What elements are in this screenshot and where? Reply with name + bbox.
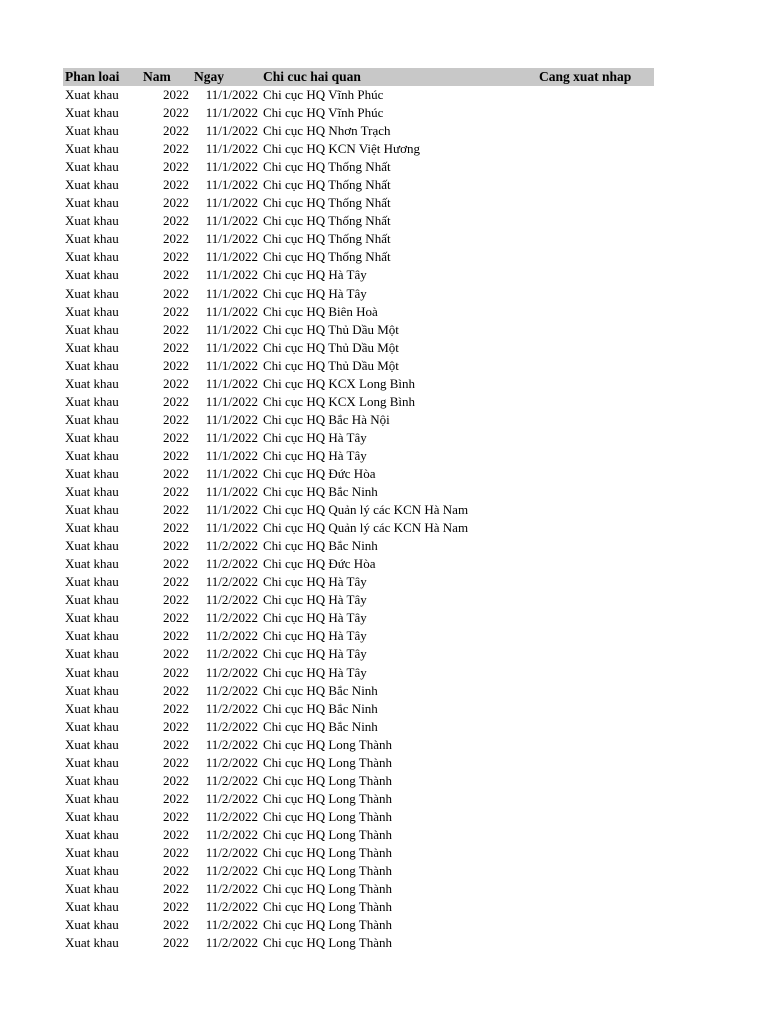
cell-nam[interactable]: 2022 xyxy=(163,213,189,229)
cell-ngay[interactable]: 11/2/2022 xyxy=(205,592,258,608)
cell-ngay[interactable]: 11/2/2022 xyxy=(205,863,258,879)
cell-phan-loai[interactable]: Xuat khau xyxy=(65,321,119,337)
cell-ngay[interactable]: 11/2/2022 xyxy=(205,772,258,788)
cell-chi-cuc-hai-quan[interactable]: Chi cục HQ Long Thành xyxy=(263,881,393,897)
cell-ngay[interactable]: 11/2/2022 xyxy=(205,881,258,897)
cell-nam[interactable]: 2022 xyxy=(163,159,189,175)
cell-phan-loai[interactable]: Xuat khau xyxy=(65,502,119,518)
cell-phan-loai[interactable]: Xuat khau xyxy=(65,411,119,427)
table-row xyxy=(63,248,654,266)
cell-ngay[interactable]: 11/2/2022 xyxy=(205,664,258,680)
table-row xyxy=(63,916,654,934)
cell-nam[interactable]: 2022 xyxy=(163,772,189,788)
cell-chi-cuc-hai-quan[interactable]: Chi cục HQ KCX Long Bình xyxy=(263,393,416,409)
cell-phan-loai[interactable]: Xuat khau xyxy=(65,628,119,644)
cell-chi-cuc-hai-quan[interactable]: Chi cục HQ Hà Tây xyxy=(263,646,367,662)
table-row xyxy=(63,772,654,790)
cell-phan-loai[interactable]: Xuat khau xyxy=(65,664,119,680)
table-row xyxy=(63,158,654,176)
table-body xyxy=(63,86,654,952)
table-row xyxy=(63,645,654,663)
cell-nam[interactable]: 2022 xyxy=(163,574,189,590)
cell-nam[interactable]: 2022 xyxy=(163,393,189,409)
cell-phan-loai[interactable]: Xuat khau xyxy=(65,556,119,572)
table-row xyxy=(63,519,654,537)
table-row xyxy=(63,212,654,230)
table-row xyxy=(63,862,654,880)
cell-ngay[interactable]: 11/2/2022 xyxy=(205,646,258,662)
header-cang-xuat-nhap[interactable]: Cang xuat nhap xyxy=(539,69,632,84)
cell-chi-cuc-hai-quan[interactable]: Chi cục HQ Thủ Dầu Một xyxy=(263,357,399,373)
table-row xyxy=(63,573,654,591)
table-row xyxy=(63,285,654,303)
cell-nam[interactable]: 2022 xyxy=(163,682,189,698)
table-row xyxy=(63,122,654,140)
table-row xyxy=(63,357,654,375)
cell-chi-cuc-hai-quan[interactable]: Chi cục HQ Long Thành xyxy=(263,826,393,842)
table-row xyxy=(63,537,654,555)
cell-nam[interactable]: 2022 xyxy=(163,249,189,265)
cell-ngay[interactable]: 11/2/2022 xyxy=(205,736,258,752)
cell-nam[interactable]: 2022 xyxy=(163,592,189,608)
cell-ngay[interactable]: 11/2/2022 xyxy=(205,556,258,572)
cell-phan-loai[interactable]: Xuat khau xyxy=(65,484,119,500)
cell-chi-cuc-hai-quan[interactable]: Chi cục HQ Hà Tây xyxy=(263,592,367,608)
cell-chi-cuc-hai-quan[interactable]: Chi cục HQ Hà Tây xyxy=(263,628,367,644)
cell-chi-cuc-hai-quan[interactable]: Chi cục HQ Hà Tây xyxy=(263,429,367,445)
cell-chi-cuc-hai-quan[interactable]: Chi cục HQ Hà Tây xyxy=(263,574,367,590)
table-row xyxy=(63,339,654,357)
cell-ngay[interactable]: 11/2/2022 xyxy=(205,844,258,860)
cell-nam[interactable]: 2022 xyxy=(163,610,189,626)
cell-ngay[interactable]: 11/1/2022 xyxy=(205,393,258,409)
cell-nam[interactable]: 2022 xyxy=(163,267,189,283)
cell-ngay[interactable]: 11/1/2022 xyxy=(205,87,258,102)
cell-chi-cuc-hai-quan[interactable]: Chi cục HQ Thủ Dầu Một xyxy=(263,321,399,337)
cell-ngay[interactable]: 11/1/2022 xyxy=(205,105,258,121)
cell-nam[interactable]: 2022 xyxy=(163,826,189,842)
cell-nam[interactable]: 2022 xyxy=(163,646,189,662)
cell-phan-loai[interactable]: Xuat khau xyxy=(65,592,119,608)
cell-chi-cuc-hai-quan[interactable]: Chi cục HQ KCN Việt Hương xyxy=(263,141,420,157)
cell-ngay[interactable]: 11/1/2022 xyxy=(205,159,258,175)
table-row xyxy=(63,194,654,212)
cell-ngay[interactable]: 11/1/2022 xyxy=(205,231,258,247)
cell-ngay[interactable]: 11/2/2022 xyxy=(205,935,258,951)
cell-ngay[interactable]: 11/2/2022 xyxy=(205,790,258,806)
cell-chi-cuc-hai-quan[interactable]: Chi cục HQ Thống Nhất xyxy=(263,249,391,265)
cell-nam[interactable]: 2022 xyxy=(163,375,189,391)
cell-nam[interactable]: 2022 xyxy=(163,141,189,157)
cell-ngay[interactable]: 11/1/2022 xyxy=(205,520,258,536)
cell-ngay[interactable]: 11/1/2022 xyxy=(205,484,258,500)
cell-ngay[interactable]: 11/2/2022 xyxy=(205,826,258,842)
cell-chi-cuc-hai-quan[interactable]: Chi cục HQ Hà Tây xyxy=(263,664,367,680)
table-row xyxy=(63,609,654,627)
table-row xyxy=(63,176,654,194)
cell-phan-loai[interactable]: Xuat khau xyxy=(65,339,119,355)
cell-nam[interactable]: 2022 xyxy=(163,321,189,337)
cell-ngay[interactable]: 11/1/2022 xyxy=(205,357,258,373)
cell-chi-cuc-hai-quan[interactable]: Chi cục HQ Bắc Ninh xyxy=(263,718,378,734)
cell-ngay[interactable]: 11/2/2022 xyxy=(205,700,258,716)
cell-phan-loai[interactable]: Xuat khau xyxy=(65,736,119,752)
cell-nam[interactable]: 2022 xyxy=(163,502,189,518)
cell-ngay[interactable]: 11/2/2022 xyxy=(205,718,258,734)
cell-chi-cuc-hai-quan[interactable]: Chi cục HQ Quản lý các KCN Hà Nam xyxy=(263,520,469,536)
cell-phan-loai[interactable]: Xuat khau xyxy=(65,123,119,139)
cell-phan-loai[interactable]: Xuat khau xyxy=(65,393,119,409)
cell-nam[interactable]: 2022 xyxy=(163,790,189,806)
header-nam[interactable]: Nam xyxy=(143,69,171,84)
table-row xyxy=(63,321,654,339)
cell-nam[interactable]: 2022 xyxy=(163,808,189,824)
cell-nam[interactable]: 2022 xyxy=(163,556,189,572)
cell-nam[interactable]: 2022 xyxy=(163,664,189,680)
cell-ngay[interactable]: 11/1/2022 xyxy=(205,213,258,229)
cell-phan-loai[interactable]: Xuat khau xyxy=(65,610,119,626)
cell-phan-loai[interactable]: Xuat khau xyxy=(65,357,119,373)
cell-chi-cuc-hai-quan[interactable]: Chi cục HQ Đức Hòa xyxy=(263,556,376,572)
header-ngay[interactable]: Ngay xyxy=(194,69,224,84)
table-row xyxy=(63,465,654,483)
table-row xyxy=(63,718,654,736)
cell-nam[interactable]: 2022 xyxy=(163,736,189,752)
cell-phan-loai[interactable]: Xuat khau xyxy=(65,772,119,788)
cell-nam[interactable]: 2022 xyxy=(163,628,189,644)
table-row xyxy=(63,393,654,411)
cell-chi-cuc-hai-quan[interactable]: Chi cục HQ Long Thành xyxy=(263,863,393,879)
cell-ngay[interactable]: 11/1/2022 xyxy=(205,267,258,283)
cell-phan-loai[interactable]: Xuat khau xyxy=(65,899,119,915)
cell-ngay[interactable]: 11/1/2022 xyxy=(205,465,258,481)
cell-phan-loai[interactable]: Xuat khau xyxy=(65,790,119,806)
cell-chi-cuc-hai-quan[interactable]: Chi cục HQ Thống Nhất xyxy=(263,231,391,247)
cell-phan-loai[interactable]: Xuat khau xyxy=(65,917,119,933)
cell-phan-loai[interactable]: Xuat khau xyxy=(65,87,119,102)
cell-ngay[interactable]: 11/2/2022 xyxy=(205,574,258,590)
table-row xyxy=(63,627,654,645)
cell-ngay[interactable]: 11/2/2022 xyxy=(205,610,258,626)
cell-nam[interactable]: 2022 xyxy=(163,484,189,500)
table-row xyxy=(63,700,654,718)
cell-chi-cuc-hai-quan[interactable]: Chi cục HQ Bắc Ninh xyxy=(263,484,378,500)
table-row xyxy=(63,808,654,826)
cell-chi-cuc-hai-quan[interactable]: Chi cục HQ Thủ Dầu Một xyxy=(263,339,399,355)
cell-nam[interactable]: 2022 xyxy=(163,520,189,536)
table-row xyxy=(63,880,654,898)
cell-nam[interactable]: 2022 xyxy=(163,177,189,193)
cell-chi-cuc-hai-quan[interactable]: Chi cục HQ Long Thành xyxy=(263,754,393,770)
table-row xyxy=(63,303,654,321)
table-row xyxy=(63,555,654,573)
cell-nam[interactable]: 2022 xyxy=(163,465,189,481)
cell-phan-loai[interactable]: Xuat khau xyxy=(65,231,119,247)
cell-nam[interactable]: 2022 xyxy=(163,844,189,860)
cell-ngay[interactable]: 11/1/2022 xyxy=(205,375,258,391)
cell-nam[interactable]: 2022 xyxy=(163,899,189,915)
cell-phan-loai[interactable]: Xuat khau xyxy=(65,213,119,229)
cell-ngay[interactable]: 11/1/2022 xyxy=(205,411,258,427)
cell-ngay[interactable]: 11/2/2022 xyxy=(205,538,258,554)
cell-phan-loai[interactable]: Xuat khau xyxy=(65,267,119,283)
cell-chi-cuc-hai-quan[interactable]: Chi cục HQ Hà Tây xyxy=(263,285,367,301)
cell-ngay[interactable]: 11/1/2022 xyxy=(205,123,258,139)
cell-nam[interactable]: 2022 xyxy=(163,863,189,879)
cell-phan-loai[interactable]: Xuat khau xyxy=(65,303,119,319)
cell-nam[interactable]: 2022 xyxy=(163,339,189,355)
cell-phan-loai[interactable]: Xuat khau xyxy=(65,700,119,716)
cell-chi-cuc-hai-quan[interactable]: Chi cục HQ Vĩnh Phúc xyxy=(263,87,384,102)
cell-nam[interactable]: 2022 xyxy=(163,917,189,933)
cell-ngay[interactable]: 11/1/2022 xyxy=(205,339,258,355)
table-row xyxy=(63,934,654,952)
cell-chi-cuc-hai-quan[interactable]: Chi cục HQ Biên Hoà xyxy=(263,303,378,319)
table-row xyxy=(63,790,654,808)
table-row xyxy=(63,501,654,519)
cell-chi-cuc-hai-quan[interactable]: Chi cục HQ Thống Nhất xyxy=(263,159,391,175)
cell-chi-cuc-hai-quan[interactable]: Chi cục HQ Long Thành xyxy=(263,935,393,951)
cell-ngay[interactable]: 11/1/2022 xyxy=(205,502,258,518)
cell-phan-loai[interactable]: Xuat khau xyxy=(65,538,119,554)
cell-ngay[interactable]: 11/2/2022 xyxy=(205,628,258,644)
cell-phan-loai[interactable]: Xuat khau xyxy=(65,863,119,879)
cell-ngay[interactable]: 11/2/2022 xyxy=(205,754,258,770)
table-row xyxy=(63,736,654,754)
cell-phan-loai[interactable]: Xuat khau xyxy=(65,159,119,175)
cell-phan-loai[interactable]: Xuat khau xyxy=(65,177,119,193)
cell-nam[interactable]: 2022 xyxy=(163,935,189,951)
cell-chi-cuc-hai-quan[interactable]: Chi cục HQ Hà Tây xyxy=(263,610,367,626)
cell-phan-loai[interactable]: Xuat khau xyxy=(65,718,119,734)
header-chi-cuc-hai-quan[interactable]: Chi cuc hai quan xyxy=(263,69,361,84)
cell-chi-cuc-hai-quan[interactable]: Chi cục HQ Bắc Ninh xyxy=(263,682,378,698)
cell-ngay[interactable]: 11/1/2022 xyxy=(205,195,258,211)
cell-ngay[interactable]: 11/1/2022 xyxy=(205,285,258,301)
cell-phan-loai[interactable]: Xuat khau xyxy=(65,447,119,463)
cell-nam[interactable]: 2022 xyxy=(163,718,189,734)
spreadsheet-table xyxy=(63,68,654,952)
cell-chi-cuc-hai-quan[interactable]: Chi cục HQ Long Thành xyxy=(263,772,393,788)
table-row xyxy=(63,826,654,844)
table-row xyxy=(63,682,654,700)
table-row xyxy=(63,140,654,158)
cell-chi-cuc-hai-quan[interactable]: Chi cục HQ Hà Tây xyxy=(263,447,367,463)
cell-phan-loai[interactable]: Xuat khau xyxy=(65,881,119,897)
cell-phan-loai[interactable]: Xuat khau xyxy=(65,465,119,481)
table-row xyxy=(63,230,654,248)
cell-chi-cuc-hai-quan[interactable]: Chi cục HQ Bắc Hà Nội xyxy=(263,411,390,427)
cell-chi-cuc-hai-quan[interactable]: Chi cục HQ Quản lý các KCN Hà Nam xyxy=(263,502,469,518)
cell-chi-cuc-hai-quan[interactable]: Chi cục HQ Vĩnh Phúc xyxy=(263,105,384,121)
table-row xyxy=(63,411,654,429)
cell-phan-loai[interactable]: Xuat khau xyxy=(65,195,119,211)
cell-chi-cuc-hai-quan[interactable]: Chi cục HQ Thống Nhất xyxy=(263,195,391,211)
cell-chi-cuc-hai-quan[interactable]: Chi cục HQ Hà Tây xyxy=(263,267,367,283)
cell-nam[interactable]: 2022 xyxy=(163,411,189,427)
table-row xyxy=(63,664,654,682)
cell-nam[interactable]: 2022 xyxy=(163,87,189,102)
cell-chi-cuc-hai-quan[interactable]: Chi cục HQ Long Thành xyxy=(263,808,393,824)
cell-ngay[interactable]: 11/1/2022 xyxy=(205,249,258,265)
cell-ngay[interactable]: 11/2/2022 xyxy=(205,808,258,824)
table-row xyxy=(63,483,654,501)
cell-chi-cuc-hai-quan[interactable]: Chi cục HQ Long Thành xyxy=(263,917,393,933)
cell-chi-cuc-hai-quan[interactable]: Chi cục HQ Đức Hòa xyxy=(263,465,376,481)
cell-nam[interactable]: 2022 xyxy=(163,447,189,463)
table-row xyxy=(63,447,654,465)
table-row xyxy=(63,266,654,284)
cell-nam[interactable]: 2022 xyxy=(163,303,189,319)
cell-ngay[interactable]: 11/1/2022 xyxy=(205,177,258,193)
cell-chi-cuc-hai-quan[interactable]: Chi cục HQ Long Thành xyxy=(263,736,393,752)
cell-nam[interactable]: 2022 xyxy=(163,105,189,121)
cell-phan-loai[interactable]: Xuat khau xyxy=(65,429,119,445)
cell-ngay[interactable]: 11/2/2022 xyxy=(205,682,258,698)
table-row xyxy=(63,86,654,104)
cell-chi-cuc-hai-quan[interactable]: Chi cục HQ Thống Nhất xyxy=(263,177,391,193)
cell-chi-cuc-hai-quan[interactable]: Chi cục HQ Long Thành xyxy=(263,790,393,806)
cell-phan-loai[interactable]: Xuat khau xyxy=(65,826,119,842)
cell-nam[interactable]: 2022 xyxy=(163,123,189,139)
cell-nam[interactable]: 2022 xyxy=(163,881,189,897)
cell-phan-loai[interactable]: Xuat khau xyxy=(65,935,119,951)
cell-phan-loai[interactable]: Xuat khau xyxy=(65,574,119,590)
cell-phan-loai[interactable]: Xuat khau xyxy=(65,520,119,536)
cell-chi-cuc-hai-quan[interactable]: Chi cục HQ Bắc Ninh xyxy=(263,538,378,554)
cell-phan-loai[interactable]: Xuat khau xyxy=(65,808,119,824)
header-phan-loai[interactable]: Phan loai xyxy=(65,69,120,84)
cell-nam[interactable]: 2022 xyxy=(163,754,189,770)
cell-ngay[interactable]: 11/1/2022 xyxy=(205,447,258,463)
table-row xyxy=(63,104,654,122)
cell-nam[interactable]: 2022 xyxy=(163,538,189,554)
cell-phan-loai[interactable]: Xuat khau xyxy=(65,249,119,265)
table-row xyxy=(63,591,654,609)
cell-ngay[interactable]: 11/1/2022 xyxy=(205,429,258,445)
cell-phan-loai[interactable]: Xuat khau xyxy=(65,141,119,157)
table-row xyxy=(63,844,654,862)
cell-nam[interactable]: 2022 xyxy=(163,700,189,716)
cell-ngay[interactable]: 11/2/2022 xyxy=(205,917,258,933)
table-row xyxy=(63,898,654,916)
cell-phan-loai[interactable]: Xuat khau xyxy=(65,646,119,662)
cell-phan-loai[interactable]: Xuat khau xyxy=(65,754,119,770)
cell-phan-loai[interactable]: Xuat khau xyxy=(65,375,119,391)
cell-ngay[interactable]: 11/1/2022 xyxy=(205,321,258,337)
cell-ngay[interactable]: 11/2/2022 xyxy=(205,899,258,915)
cell-nam[interactable]: 2022 xyxy=(163,231,189,247)
cell-ngay[interactable]: 11/1/2022 xyxy=(205,303,258,319)
cell-ngay[interactable]: 11/1/2022 xyxy=(205,141,258,157)
cell-phan-loai[interactable]: Xuat khau xyxy=(65,285,119,301)
cell-phan-loai[interactable]: Xuat khau xyxy=(65,105,119,121)
cell-nam[interactable]: 2022 xyxy=(163,357,189,373)
cell-chi-cuc-hai-quan[interactable]: Chi cục HQ Long Thành xyxy=(263,899,393,915)
table-row xyxy=(63,754,654,772)
cell-nam[interactable]: 2022 xyxy=(163,429,189,445)
table-row xyxy=(63,375,654,393)
cell-chi-cuc-hai-quan[interactable]: Chi cục HQ Long Thành xyxy=(263,844,393,860)
cell-chi-cuc-hai-quan[interactable]: Chi cục HQ Thống Nhất xyxy=(263,213,391,229)
cell-nam[interactable]: 2022 xyxy=(163,285,189,301)
header-row xyxy=(63,68,654,86)
cell-chi-cuc-hai-quan[interactable]: Chi cục HQ KCX Long Bình xyxy=(263,375,416,391)
cell-phan-loai[interactable]: Xuat khau xyxy=(65,682,119,698)
cell-chi-cuc-hai-quan[interactable]: Chi cục HQ Bắc Ninh xyxy=(263,700,378,716)
cell-phan-loai[interactable]: Xuat khau xyxy=(65,844,119,860)
cell-chi-cuc-hai-quan[interactable]: Chi cục HQ Nhơn Trạch xyxy=(263,123,391,139)
table-row xyxy=(63,429,654,447)
cell-nam[interactable]: 2022 xyxy=(163,195,189,211)
